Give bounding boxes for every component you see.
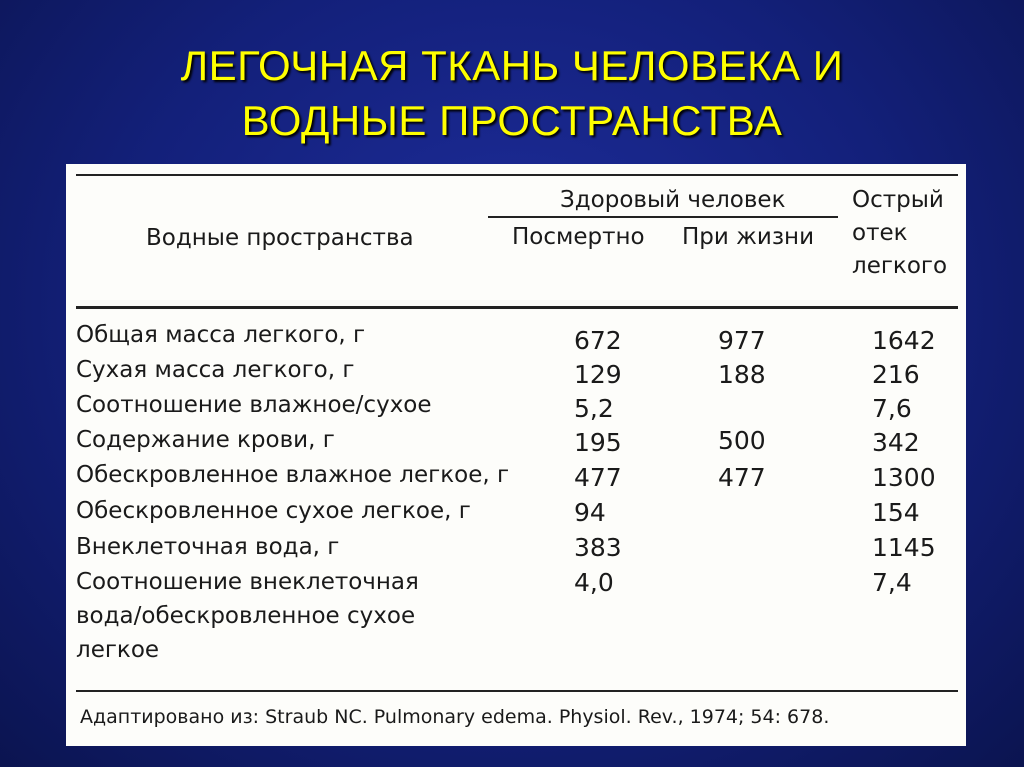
table-cell-postmortem: 4,0	[574, 568, 614, 597]
slide-title-line-1: ЛЕГОЧНАЯ ТКАНЬ ЧЕЛОВЕКА И	[180, 42, 844, 89]
table-cell-postmortem: 195	[574, 428, 622, 457]
table-cell-postmortem: 672	[574, 326, 622, 355]
table-footnote: Адаптировано из: Straub NC. Pulmonary edema. Physiol. Rev., 1974; 54: 678.	[80, 706, 830, 728]
table-cell-alive: 977	[718, 326, 766, 355]
table-cell-edema: 216	[872, 360, 920, 389]
header-col-alive: При жизни	[682, 224, 815, 250]
table-cell-alive: 188	[718, 360, 766, 389]
table-cell-postmortem: 477	[574, 463, 622, 492]
header-col-edema: Острый отек легкого	[852, 187, 948, 279]
table-row-label: Обескровленное влажное легкое, г	[76, 462, 510, 488]
table-cell-postmortem: 94	[574, 498, 606, 527]
table-cell-edema: 154	[872, 498, 920, 527]
table-row-label: Соотношение влажное/сухое	[76, 392, 432, 418]
data-table	[66, 164, 966, 746]
table-cell-edema: 1642	[872, 326, 936, 355]
table-row-label: Внеклеточная вода, г	[76, 534, 340, 560]
table-row-label: Общая масса легкого, г	[76, 322, 366, 348]
table-bottom-rule	[76, 690, 958, 692]
table-row-label: Содержание крови, г	[76, 427, 335, 453]
table-cell-edema: 1300	[872, 463, 936, 492]
table-cell-edema: 342	[872, 428, 920, 457]
table-cell-edema: 7,6	[872, 394, 912, 423]
table-cell-alive: 500	[718, 426, 766, 455]
header-bottom-rule	[76, 306, 958, 309]
table-cell-edema: 7,4	[872, 568, 912, 597]
table-row-label: Соотношение внеклеточная вода/обескровленное сухое легкое	[76, 569, 419, 663]
table-top-rule	[76, 174, 958, 176]
table-row-label: Обескровленное сухое легкое, г	[76, 498, 471, 524]
table-cell-postmortem: 129	[574, 360, 622, 389]
slide-title	[0, 38, 1024, 148]
table-row-label: Сухая масса легкого, г	[76, 357, 355, 383]
header-group-healthy: Здоровый человек	[560, 187, 786, 213]
header-col-postmortem: Посмертно	[512, 224, 645, 250]
slide-title-line-2: ВОДНЫЕ ПРОСТРАНСТВА	[241, 97, 783, 144]
table-cell-alive: 477	[718, 463, 766, 492]
table-cell-edema: 1145	[872, 533, 936, 562]
table-cell-postmortem: 383	[574, 533, 622, 562]
header-row-label: Водные пространства	[146, 225, 414, 251]
table-cell-postmortem: 5,2	[574, 394, 614, 423]
